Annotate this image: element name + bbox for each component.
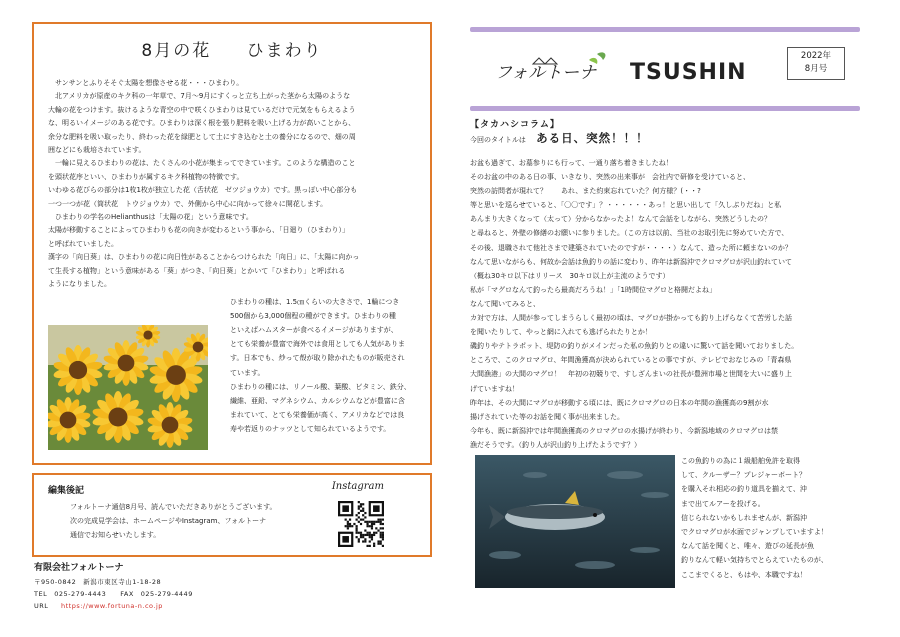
column-heading: 【タカハシコラム】 xyxy=(470,120,560,130)
tuna-illustration xyxy=(475,455,675,588)
header-divider-top xyxy=(470,27,860,32)
column-line: その後、退職されて他社さまで建築されていたのですが・・・・）なんて、造った所に頼まないのか？ xyxy=(470,243,792,252)
seed-paragraph-line: とても栄養が豊富で海外では食用としても人気がありま xyxy=(230,340,405,349)
instagram-qr-code[interactable] xyxy=(338,501,384,547)
article-paragraph-line: 余分な肥料を吸い取ったり、終わった花を緑肥として土にすき込むと土の養分になるので、畑の周 xyxy=(48,132,356,141)
seed-paragraph-line: 500個から3,000個程の種ができます。ひまわりの種 xyxy=(230,311,396,320)
logo-text: フォルトーナ xyxy=(495,63,597,83)
column-side-line: を購入それ相応の釣り道具を揃えて、沖 xyxy=(681,485,807,494)
column-line: 突然の訪問者が現れて？ あれ、また約束忘れていた？何方様？(・・? xyxy=(470,187,701,196)
column-line: なんて思いながらも、何故か会話は魚釣りの話に変わり、昨年は新潟沖でクロマグロが沢山釣れていて xyxy=(470,257,792,266)
column-line: お盆も過ぎて、お墓参りにも行って、一通り落ち着きましたね！ xyxy=(470,159,673,167)
seed-paragraph-line: まれていて、とても栄養価が高く、アメリカなどでは良 xyxy=(230,411,405,420)
column-line: 昨年は、その大間にマグロが移動する頃には、既にクロマグロの日本の年間の漁獲高の9割が水 xyxy=(470,398,769,407)
seed-paragraph-line: ひまわりの種は、1.5㎝くらいの大きさで、1輪につき xyxy=(230,297,400,306)
flower-article xyxy=(32,22,432,465)
column-line: あんまり大きくなって（太って）分からなかったよ！なんて会話をしながら、突然どうしたの？ xyxy=(470,215,771,224)
sunflower-photo xyxy=(48,325,208,450)
seed-paragraph-line: す。日本でも、炒って殻が取り除かれたものが販売され xyxy=(230,354,405,363)
seed-paragraph-line: 寿や若返りのナッツとして知られているようです。 xyxy=(230,425,391,434)
column-body xyxy=(470,156,870,452)
company-name: 有限会社フォルトーナ xyxy=(34,563,124,573)
article-paragraph-line: ひまわりの学名のHelianthusは「太陽の花」という意味です。 xyxy=(48,213,253,222)
article-body xyxy=(48,77,416,292)
issue-date xyxy=(787,47,845,80)
article-paragraph-line: て生長する植物」という意味がある「葵」がつき、「向日葵」とかいて「ひまわり」と呼ばれる xyxy=(48,266,346,275)
column-line: を聞いたりして、やっと網に入れても逃げられたりとか！ xyxy=(470,328,652,337)
column-side-line: この魚釣りの為に１級船舶免許を取得 xyxy=(681,457,800,465)
editor-line: フォルトーナ通信8月号、読んでいただきありがとうございます。 xyxy=(70,503,277,511)
column-line: 私が「マグロなんて釣ったら最高だろうね！」「1時間位マグロと格闘だよね」 xyxy=(470,285,716,294)
seed-paragraph-line: ひまわりの種には、リノール酸、葉酸、ビタミン、鉄分、 xyxy=(230,382,411,391)
column-title: ある日、突然！！！ xyxy=(536,131,649,145)
article-paragraph-line: と呼ばれていました。 xyxy=(48,239,118,248)
article-paragraph-line: 太陽が移動することによってひまわりも花の向きが変わるという事から、「日廻り（ひまわり）」 xyxy=(48,226,349,235)
column-side-line: まで出てルアーを投げる。 xyxy=(681,499,765,508)
column-subtitle xyxy=(470,130,649,146)
editor-note-text xyxy=(48,500,318,542)
logo-mark xyxy=(493,50,613,86)
issue-month: 8月号 xyxy=(804,64,828,74)
article-paragraph-line: 一輪に見えるひまわりの花は、たくさんの小花が集まってできています。このような構造のこと xyxy=(48,159,356,168)
column-line: 漁だそうです。（釣り人が沢山釣り上げたようです？） xyxy=(470,440,641,449)
editor-line: 通信でお知らせいたします。 xyxy=(70,531,161,539)
instagram-label: Instagram xyxy=(331,481,384,492)
column-line: 大間漁港」の大間のマグロ！ 年初の初競りで、すしざんまいの社長が豊洲市場と世間を大いに盛り上 xyxy=(470,370,792,379)
seed-paragraph-line: といえばハムスターが食べるイメージがありますが、 xyxy=(230,325,398,334)
company-address: 〒950-0842 新潟市東区寺山1-18-28 xyxy=(34,578,162,586)
column-line: と尋ねると、外壁の修繕のお願いに参りました。（この方は以前、当社のお取引先に努めていた方で、 xyxy=(470,229,789,238)
issue-year: 2022年 xyxy=(800,51,832,61)
company-phone: TEL 025-279-4443 FAX 025-279-4449 xyxy=(34,590,193,598)
article-paragraph-line: 大輪の花をつけます。抜けるような青空の中で咲くひまわりは見ているだけで元気をもらえるよう xyxy=(48,105,356,114)
seed-paragraph-line: 繊維、亜鉛、マグネシウム、カルシウムなどが豊富に含 xyxy=(230,396,405,405)
column-side-line: して、クルーザー？プレジャーボート？ xyxy=(681,471,807,480)
url-label: URL xyxy=(34,602,49,610)
column-line: 揚げされていた等のお話を聞く事が出来ました。 xyxy=(470,412,624,421)
company-url-link[interactable]: https://www.fortuna-n.co.jp xyxy=(60,602,163,610)
article-paragraph-line: 漢字の「向日葵」は、ひまわりの花に向日性があることからつけられた「向日」に、「太陽に向かっ xyxy=(48,253,360,262)
column-side-line: ここまでくると、もはや、本職ですね！ xyxy=(681,570,807,579)
article-paragraph-line: 北アメリカが原産のキク科の一年草で、7月～9月にすくっと立ち上がった茎から太陽のような xyxy=(48,92,351,101)
article-paragraph-line: 囲などにも栽培されています。 xyxy=(48,146,146,155)
article-title-month: 8月の花 xyxy=(141,41,212,61)
editor-line: 次の完成見学会は、ホームページやInstagram、フォルトーナ xyxy=(70,517,267,525)
column-line: 磯釣りやテトラポット、堤防の釣りがメインだった私の魚釣りとの違いに驚いて話を聞いておりました。 xyxy=(470,342,799,351)
column-line: 等と思いを巡らせていると、「〇〇です」？・・・・・・あっ！と思い出して「久しぶりだね」と私 xyxy=(470,201,782,210)
seed-text xyxy=(208,295,416,450)
newsletter-title: TSUSHIN xyxy=(630,60,747,85)
column-line: （概ね30キロ以下はリリース 30キロ以上が主流のようです） xyxy=(470,271,670,280)
article-paragraph-line: 一つ一つが花（筒状花 トウジョウカ）で、外側から中心に向かって徐々に開花します。 xyxy=(48,199,328,208)
editor-note-title: 編集後記 xyxy=(48,486,85,496)
column-side-line: 釣りなんて軽い気持ちでとらえていたものが、 xyxy=(681,556,828,565)
sunflower-illustration xyxy=(48,325,208,450)
column-line: カ対で方は、人間が参ってしまうらしく最初の頃は、マグロが掛かっても釣り上げらなくて苦労した話 xyxy=(470,314,792,323)
fortuna-logo xyxy=(493,50,613,86)
article-paragraph-line: を頭状花序といい、ひまわりが属するキク科植物の特徴です。 xyxy=(48,172,244,181)
company-url-line xyxy=(34,600,193,612)
article-paragraph-line: な、明るいイメージのある花です。ひまわりは深く根を張り肥料を吸い上げる力が高いことから、 xyxy=(48,119,356,128)
column-side-line: 信じられないかもしれませんが、新潟沖 xyxy=(681,513,807,522)
column-line: ところで、このクロマグロ、年間漁獲高が決められているとの事ですが、テレビでおなじみの「青森県 xyxy=(470,356,792,365)
column-subtitle-label: 今回のタイトルは xyxy=(470,136,526,144)
column-line: そのお盆の中のある日の事、いきなり、突然の出来事が 会社内で研修を受けていると、 xyxy=(470,173,750,182)
column-line: 今年も、既に新潟沖では年間漁獲高のクロマグロの水揚げが終わり、今新潟地域のクロマグロは禁 xyxy=(470,426,778,435)
article-paragraph-line: サンサンとふりそそぐ太陽を想像させる花・・・ひまわり。 xyxy=(48,79,244,87)
header-divider-bottom xyxy=(470,106,860,111)
article-paragraph-line: いわゆる花びらの部分は1枚1枚が独立した花（舌状花 ゼツジョウカ）です。黒っぽい中心部分も xyxy=(48,186,358,195)
article-paragraph-line: ようになりました。 xyxy=(48,280,111,289)
editor-note xyxy=(32,473,432,557)
company-info xyxy=(34,560,193,612)
article-title-flower: ひまわり xyxy=(246,41,323,61)
column-side-text xyxy=(681,454,871,582)
column-line: げていますね！ xyxy=(470,384,519,393)
seed-section xyxy=(48,295,416,450)
column-line: なんて聞いてみると、 xyxy=(470,299,540,308)
column-side-line: でクロマグロが水面でジャンプしていますよ！ xyxy=(681,528,828,537)
tuna-photo xyxy=(475,455,675,588)
seed-paragraph-line: ています。 xyxy=(230,368,265,377)
article-title xyxy=(48,36,416,61)
column-side-line: なんて話を聞くと、唯々、遊びの延長が魚 xyxy=(681,542,814,551)
